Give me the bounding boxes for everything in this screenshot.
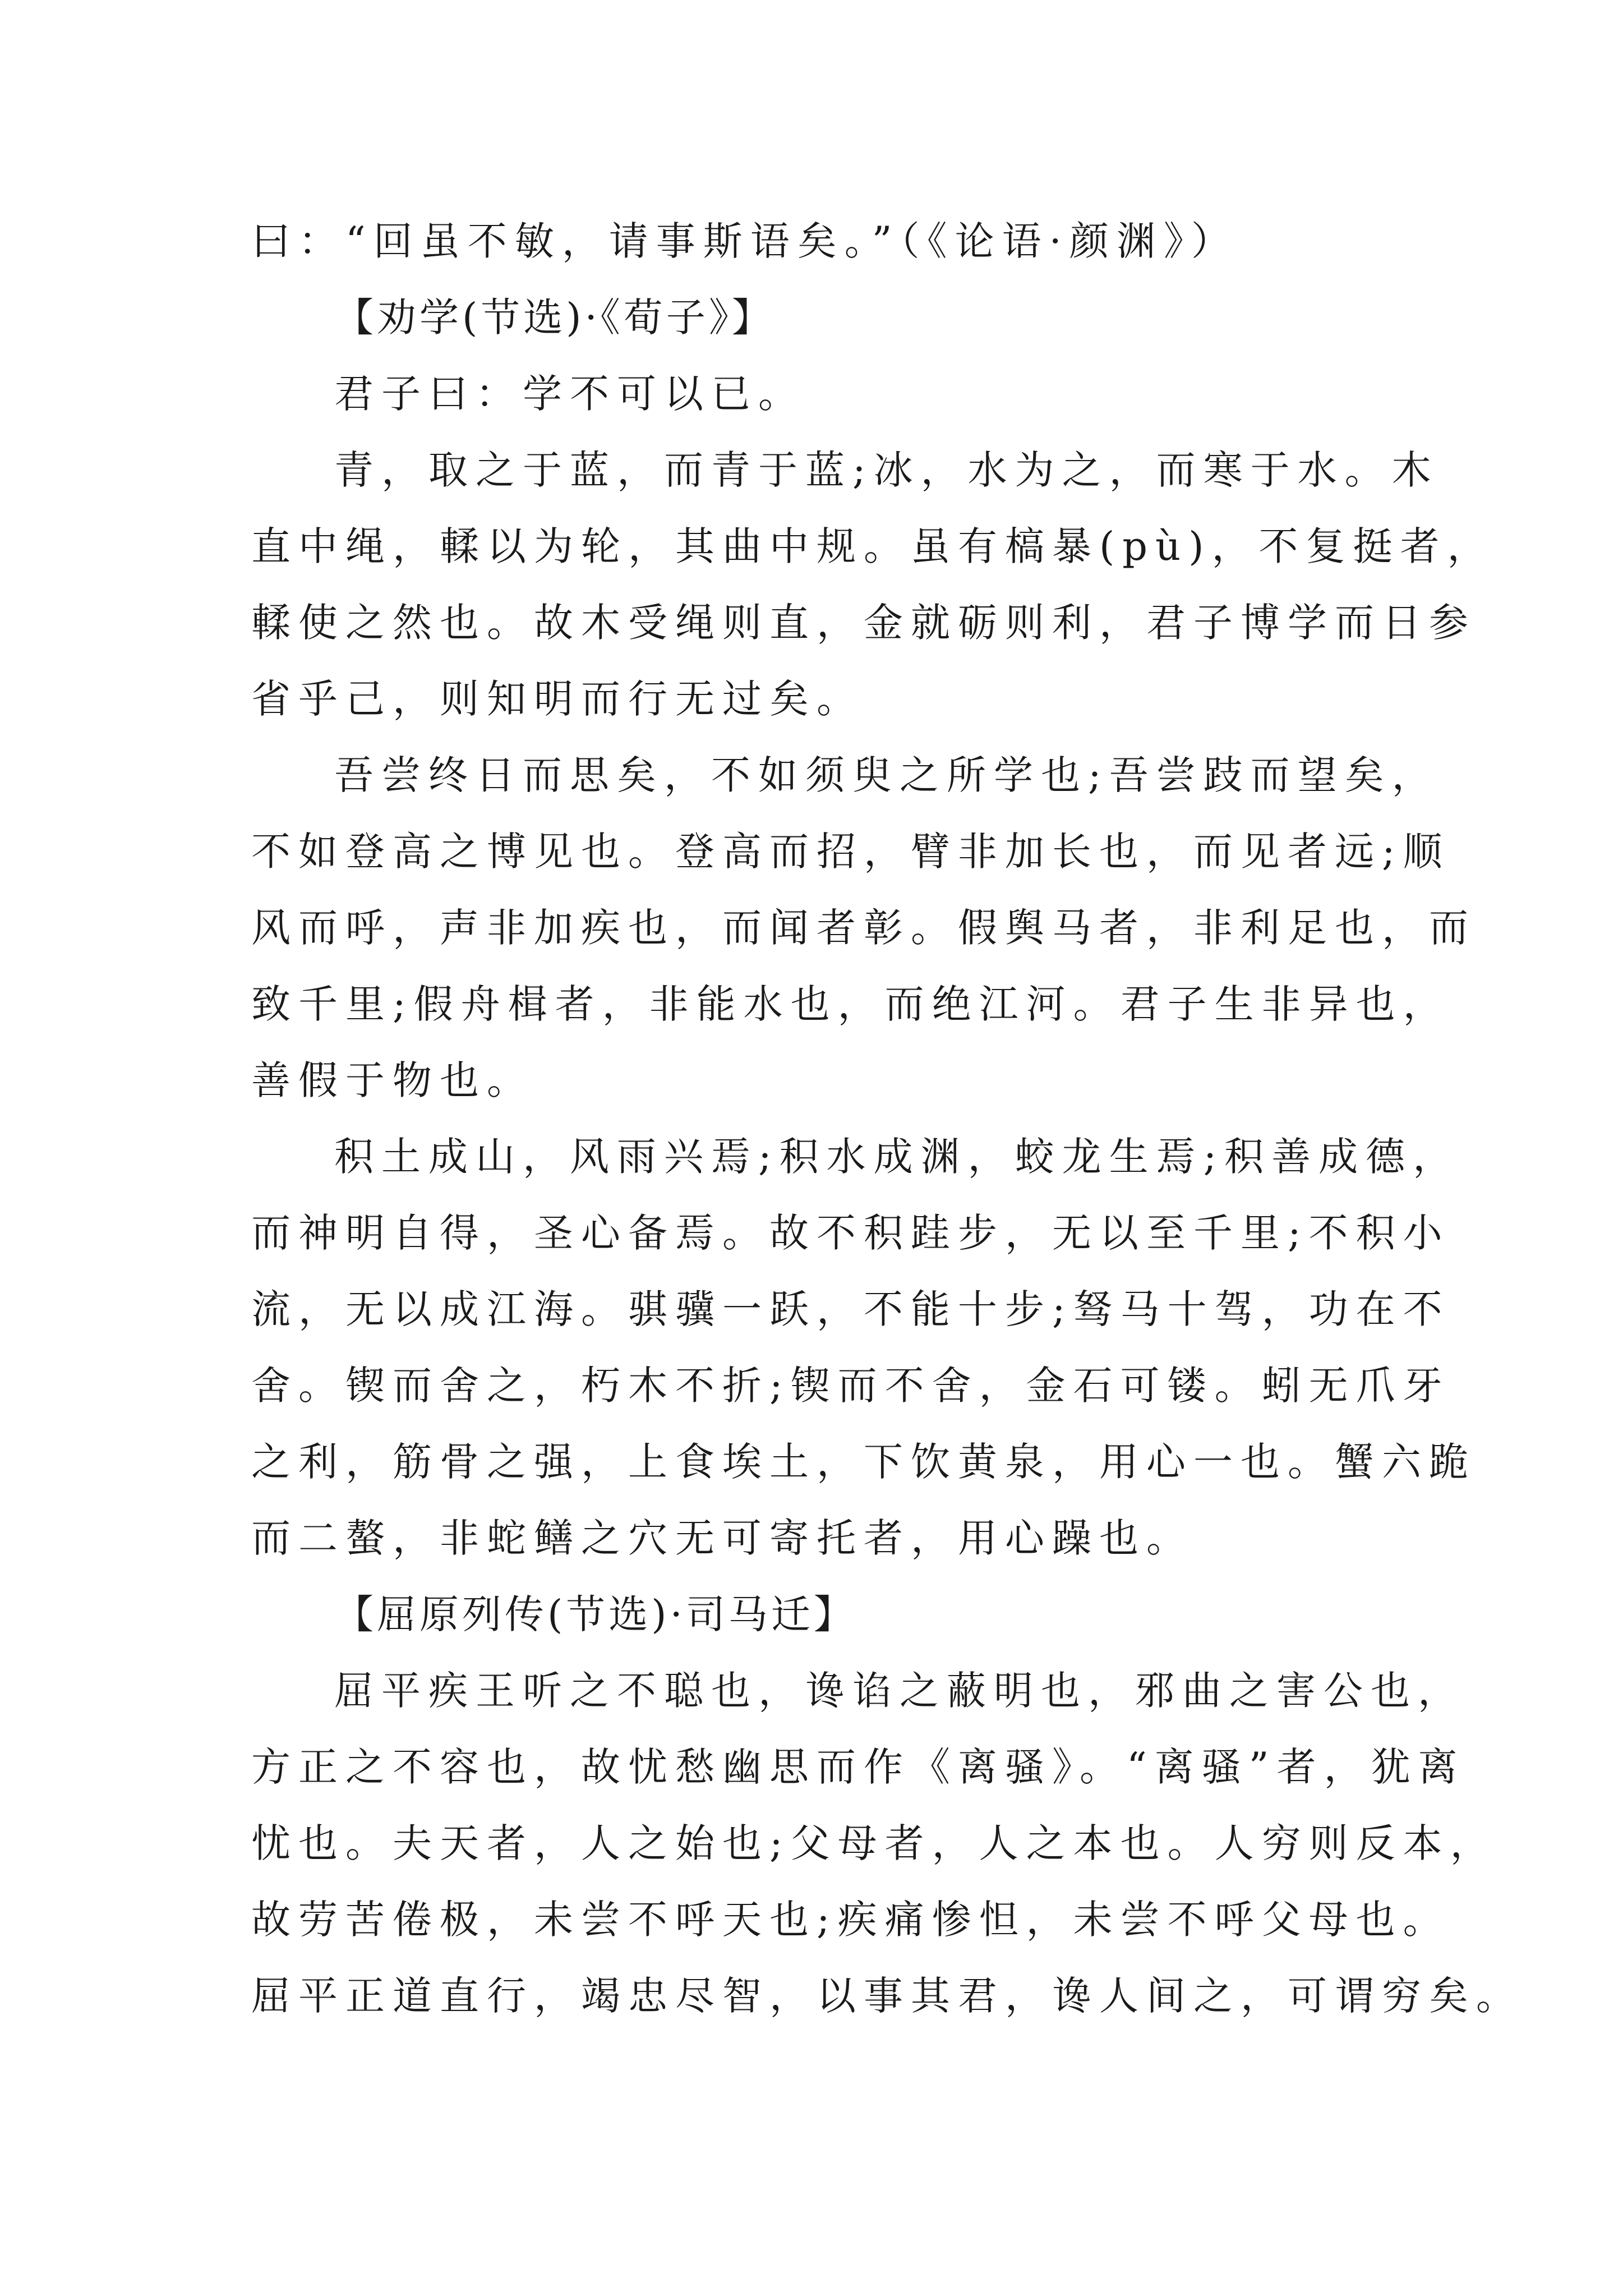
text-line: 屈平正道直行，竭忠尽智，以事其君，谗人间之，可谓穷矣。 [251,1973,1523,2019]
text-line: 青，取之于蓝，而青于蓝;冰，水为之，而寒于水。木 [334,447,1439,493]
text-line: 流，无以成江海。骐骥一跃，不能十步;驽马十驾，功在不 [251,1286,1450,1332]
text-line: 不如登高之博见也。登高而招，臂非加长也，而见者远;顺 [251,829,1450,875]
text-line: 曰：“回虽不敏，请事斯语矣。”（《论语·颜渊》） [251,218,1238,264]
text-line: 屈平疾王听之不聪也，谗谄之蔽明也，邪曲之害公也， [334,1668,1465,1714]
text-line: 直中绳，輮以为轮，其曲中规。虽有槁暴(pù)，不复挺者， [251,523,1495,569]
text-line: 君子曰：学不可以已。 [334,371,805,417]
text-line: 而神明自得，圣心备焉。故不积跬步，无以至千里;不积小 [251,1210,1450,1256]
text-line: 善假于物也。 [251,1057,534,1103]
text-line: 之利，筋骨之强，上食埃土，下饮黄泉，用心一也。蟹六跪 [251,1439,1476,1485]
text-line: 积土成山，风雨兴焉;积水成渊，蛟龙生焉;积善成德， [334,1134,1460,1180]
text-line: 舍。锲而舍之，朽木不折;锲而不舍，金石可镂。蚓无爪牙 [251,1363,1450,1409]
section-heading: 【屈原列传(节选)·司马迁】 [334,1591,856,1637]
text-line: 致千里;假舟楫者，非能水也，而绝江河。君子生非异也， [251,981,1450,1027]
text-line: 吾尝终日而思矣，不如须臾之所学也;吾尝跂而望矣， [334,752,1439,798]
text-line: 省乎己，则知明而行无过矣。 [251,676,864,722]
text-line: 輮使之然也。故木受绳则直，金就砺则利，君子博学而日参 [251,600,1476,646]
text-line: 而二螯，非蛇鳝之穴无可寄托者，用心躁也。 [251,1515,1193,1561]
text-line: 故劳苦倦极，未尝不呼天也;疾痛惨怛，未尝不呼父母也。 [251,1897,1450,1943]
text-line: 风而呼，声非加疾也，而闻者彰。假舆马者，非利足也，而 [251,905,1476,951]
text-line: 忧也。夫天者，人之始也;父母者，人之本也。人穷则反本， [251,1820,1497,1866]
text-line: 方正之不容也，故忧愁幽思而作《离骚》。“离骚”者，犹离 [251,1744,1465,1790]
section-heading: 【劝学(节选)·《荀子》】 [334,295,774,341]
